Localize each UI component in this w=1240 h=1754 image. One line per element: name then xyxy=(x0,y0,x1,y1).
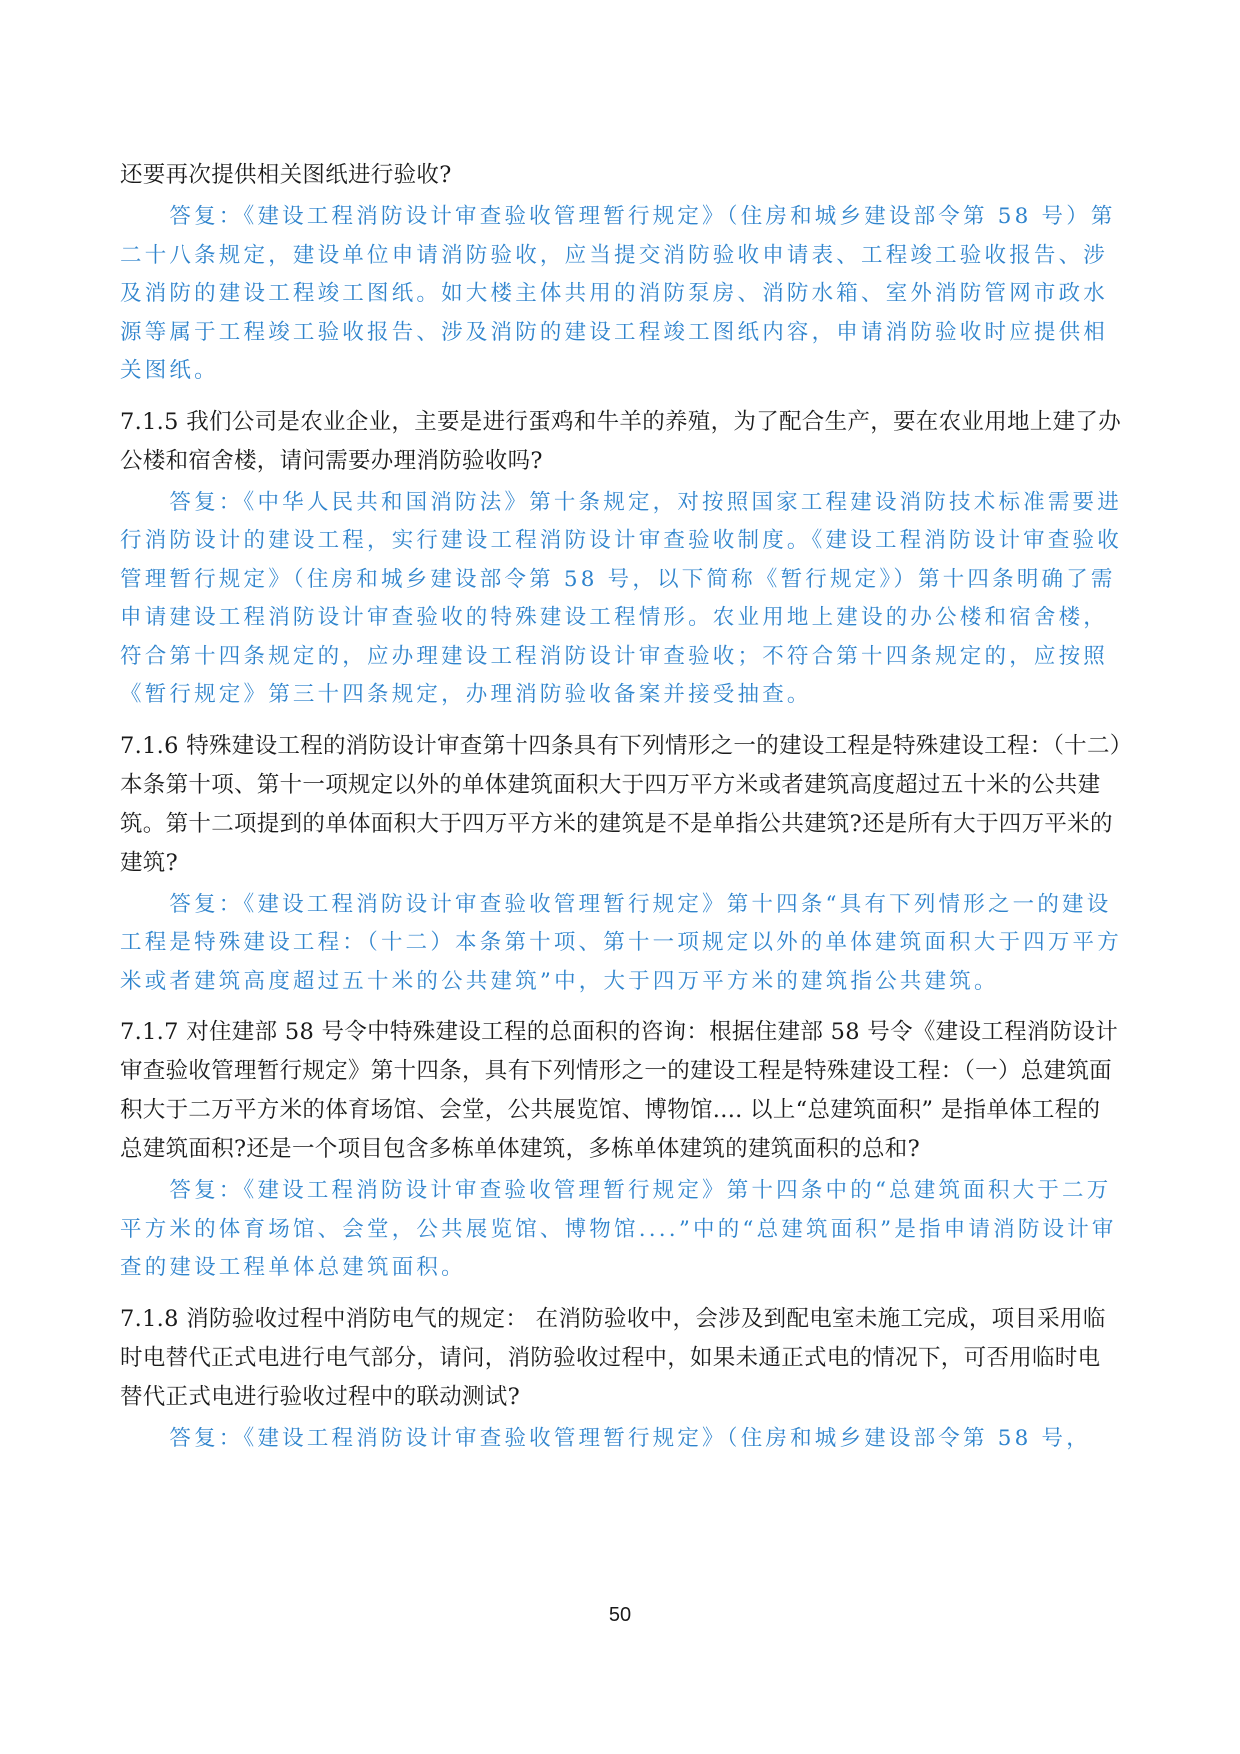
question-paragraph: 7.1.6 特殊建设工程的消防设计审查第十四条具有下列情形之一的建设工程是特殊建设工程：（十二）本条第十项、第十一项规定以外的单体建筑面积大于四万平方米或者建筑高度超过五十米的公共建筑。第十二项提到的单体面积大于四万平方米的建筑是不是单指公共建筑?还是所有大于四万平米的建筑? xyxy=(120,732,1122,876)
question-paragraph: 7.1.5 我们公司是农业企业，主要是进行蛋鸡和牛羊的养殖，为了配合生产，要在农业用地上建了办公楼和宿舍楼，请问需要办理消防验收吗? xyxy=(120,408,1122,474)
question-paragraph: 还要再次提供相关图纸进行验收? xyxy=(120,162,452,188)
answer-paragraph: 答复：《建设工程消防设计审查验收管理暂行规定》（住房和城乡建设部令第 58 号， xyxy=(120,1425,1091,1451)
answer-paragraph: 答复：《建设工程消防设计审查验收管理暂行规定》（住房和城乡建设部令第 58 号）第二十八条规定，建设单位申请消防验收，应当提交消防验收申请表、工程竣工验收报告、涉及消防的建设工程竣工图纸。如大楼主体共用的消防泵房、消防水箱、室外消防管网市政水源等属于工程竣工验收报告、涉及消防的建设工程竣工图纸内容，申请消防验收时应提供相关图纸。 xyxy=(120,204,1116,383)
page-number: 50 xyxy=(608,1604,632,1626)
answer-paragraph: 答复：《建设工程消防设计审查验收管理暂行规定》第十四条中的“总建筑面积大于二万平方米的体育场馆、会堂，公共展览馆、博物馆....”中的“总建筑面积”是指申请消防设计审查的建设工程单体总建筑面积。 xyxy=(120,1178,1117,1280)
answer-paragraph: 答复：《建设工程消防设计审查验收管理暂行规定》第十四条“具有下列情形之一的建设工程是特殊建设工程：（十二）本条第十项、第十一项规定以外的单体建筑面积大于四万平方米或者建筑高度超过五十米的公共建筑”中，大于四万平方米的建筑指公共建筑。 xyxy=(120,891,1122,994)
question-paragraph: 7.1.7 对住建部 58 号令中特殊建设工程的总面积的咨询：根据住建部 58 号令《建设工程消防设计审查验收管理暂行规定》第十四条，具有下列情形之一的建设工程是特殊建设工程：（一）总建筑面积大于二万平方米的体育场馆、会堂，公共展览馆、博物馆.... 以上“总建筑面积” 是指单体工程的总建筑面积?还是一个项目包含多栋单体建筑，多栋单体建筑的建筑面积的总和? xyxy=(120,1019,1119,1162)
document-body xyxy=(120,156,1122,1458)
answer-paragraph: 答复：《中华人民共和国消防法》第十条规定，对按照国家工程建设消防技术标准需要进行消防设计的建设工程，实行建设工程消防设计审查验收制度。《建设工程消防设计审查验收管理暂行规定》（住房和城乡建设部令第 58 号，以下简称《暂行规定》）第十四条明确了需申请建设工程消防设计审查验收的特殊建设工程情形。农业用地上建设的办公楼和宿舍楼，符合第十四条规定的，应办理建设工程消防设计审查验收；不符合第十四条规定的，应按照《暂行规定》第三十四条规定，办理消防验收备案并接受抽查。 xyxy=(120,489,1122,707)
question-paragraph: 7.1.8 消防验收过程中消防电气的规定： 在消防验收中，会涉及到配电室未施工完成，项目采用临时电替代正式电进行电气部分，请问，消防验收过程中，如果未通正式电的情况下，可否用临时电替代正式电进行验收过程中的联动测试? xyxy=(120,1305,1106,1410)
